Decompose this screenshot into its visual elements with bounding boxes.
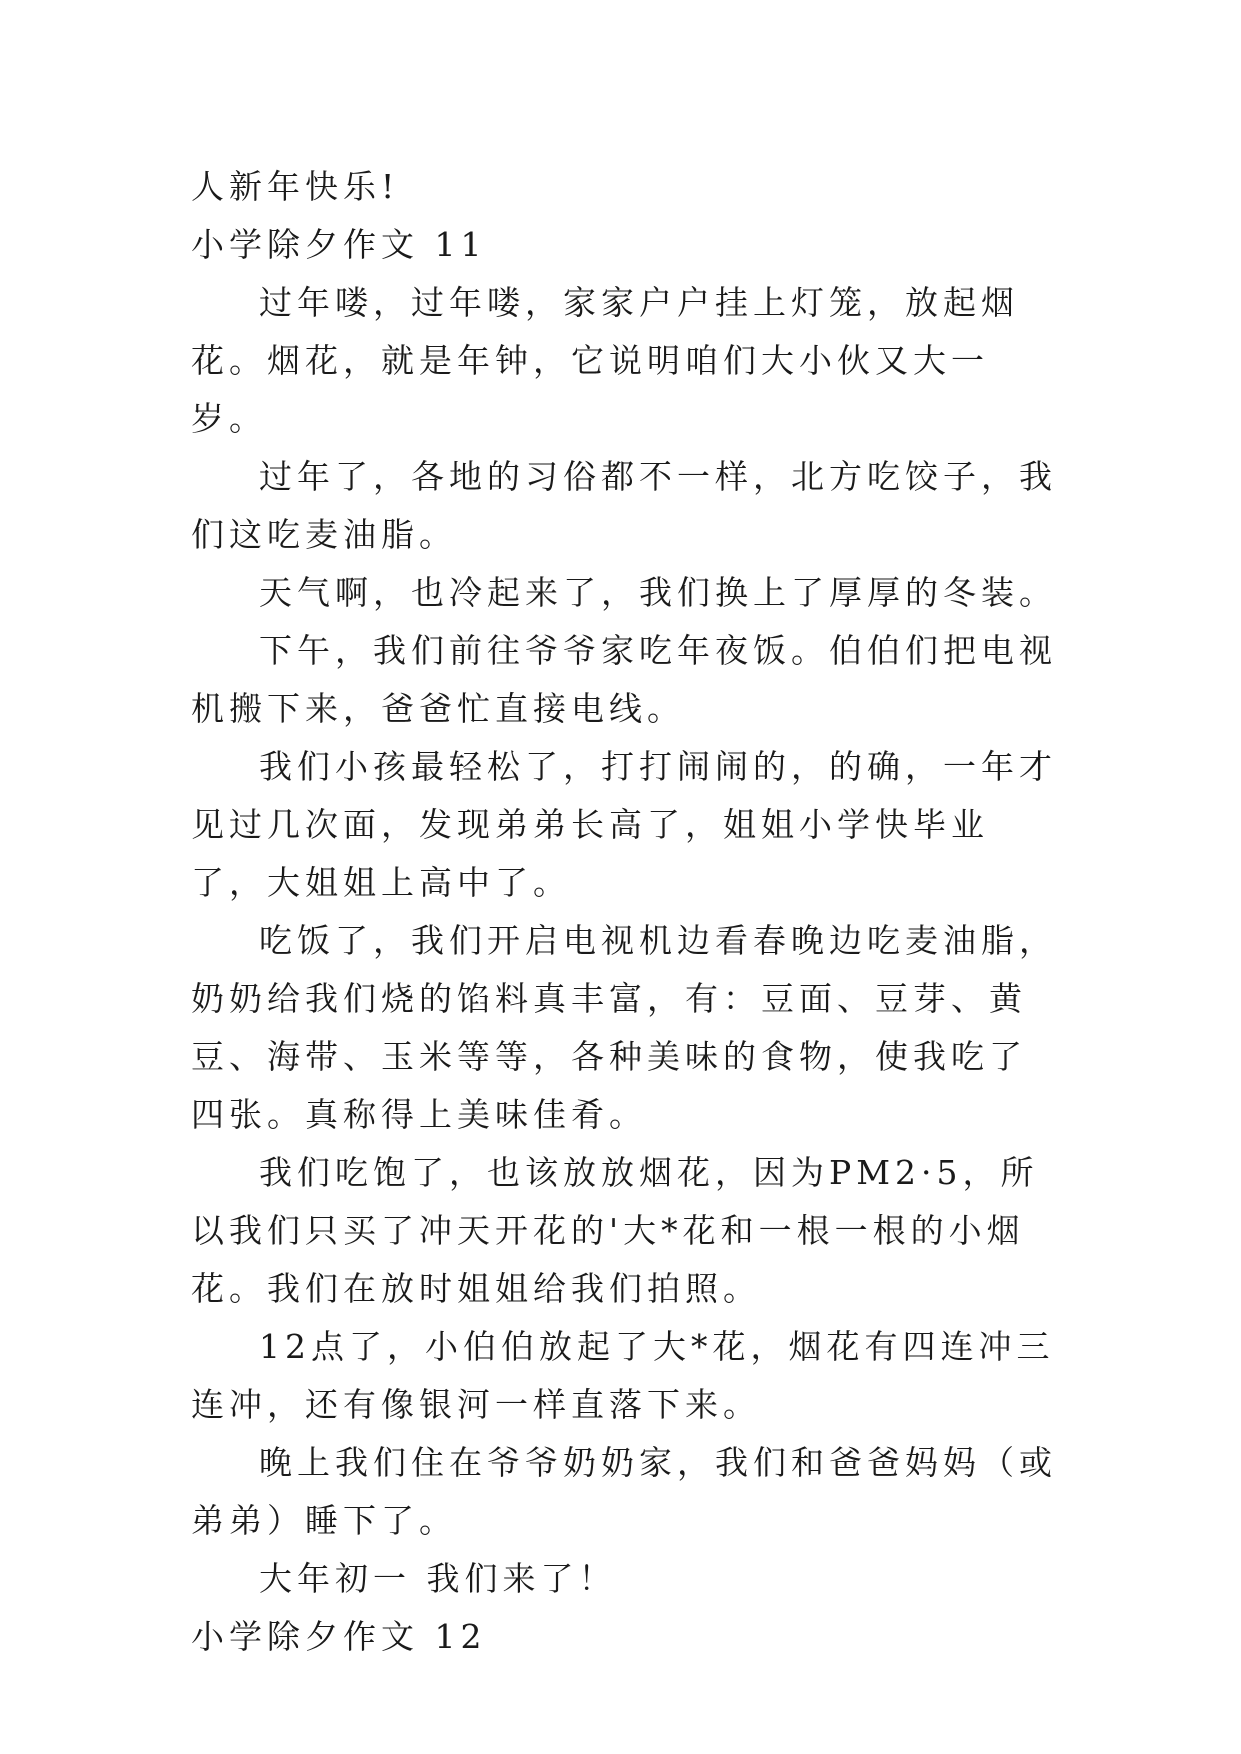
section-12-heading: 小学除夕作文 12 <box>191 1617 487 1656</box>
paragraph-5: 我们小孩最轻松了，打打闹闹的，的确，一年才见过几次面，发现弟弟长高了，姐姐小学快毕业了，大姐姐上高中了。 <box>191 747 1057 902</box>
paragraph-2: 过年了，各地的习俗都不一样，北方吃饺子，我们这吃麦油脂。 <box>191 457 1057 554</box>
paragraph-9: 晚上我们住在爷爷奶奶家，我们和爸爸妈妈（或弟弟）睡下了。 <box>191 1443 1057 1540</box>
intro-tail-text: 人新年快乐! <box>191 167 400 206</box>
paragraph-8: 12点了，小伯伯放起了大*花，烟花有四连冲三连冲，还有像银河一样直落下来。 <box>191 1327 1055 1424</box>
paragraph-7: 我们吃饱了，也该放放烟花，因为PM2·5，所以我们只买了冲天开花的'大*花和一根一根的小烟花。我们在放时姐姐给我们拍照。 <box>191 1153 1039 1308</box>
paragraph-4: 下午，我们前往爷爷家吃年夜饭。伯伯们把电视机搬下来，爸爸忙直接电线。 <box>191 631 1057 728</box>
paragraph-10: 大年初一 我们来了！ <box>259 1559 617 1598</box>
paragraph-6: 吃饭了，我们开启电视机边看春晚边吃麦油脂，奶奶给我们烧的馅料真丰富，有：豆面、豆芽、黄豆、海带、玉米等等，各种美味的食物，使我吃了四张。真称得上美味佳肴。 <box>191 921 1057 1134</box>
paragraph-1: 过年喽，过年喽，家家户户挂上灯笼，放起烟花。烟花，就是年钟，它说明咱们大小伙又大一岁。 <box>191 283 1019 438</box>
section-11-heading: 小学除夕作文 11 <box>191 225 487 264</box>
document-body <box>191 158 1061 1666</box>
paragraph-3: 天气啊，也冷起来了，我们换上了厚厚的冬装。 <box>259 573 1057 612</box>
